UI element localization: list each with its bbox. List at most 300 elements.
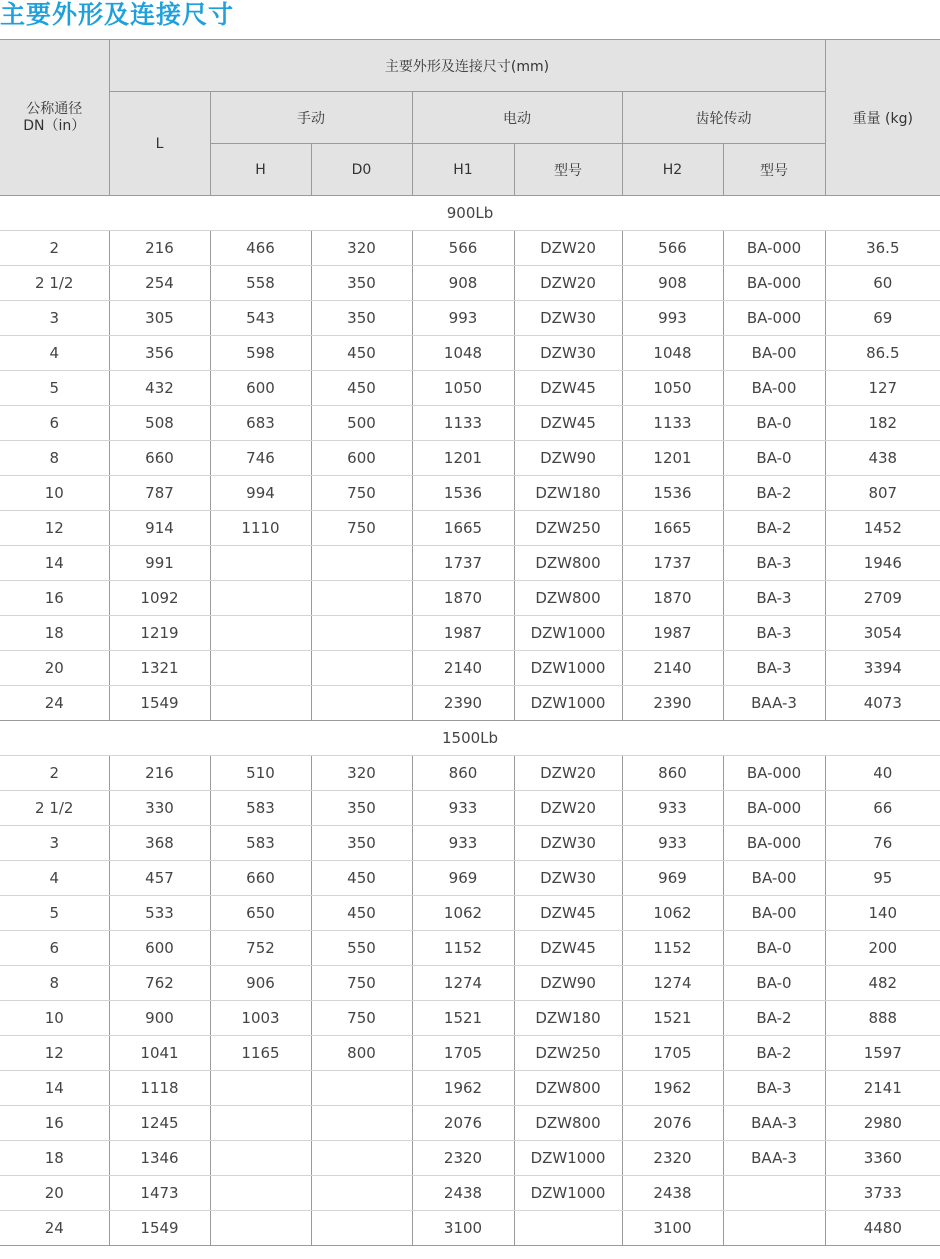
cell-weight: 76: [825, 826, 940, 861]
cell-model-electric: DZW800: [514, 581, 622, 616]
cell-weight: 40: [825, 756, 940, 791]
cell-h1: 933: [412, 826, 514, 861]
header-h2: H2: [622, 144, 723, 196]
cell-h2: 1201: [622, 441, 723, 476]
cell-h2: 1962: [622, 1071, 723, 1106]
cell-model-gear: BA-000: [723, 756, 825, 791]
cell-d0: 350: [311, 791, 412, 826]
cell-h1: 566: [412, 231, 514, 266]
cell-h: 746: [210, 441, 311, 476]
header-h: H: [210, 144, 311, 196]
table-row: [0, 861, 940, 896]
cell-h2: 1536: [622, 476, 723, 511]
cell-h: 683: [210, 406, 311, 441]
cell-l: 305: [109, 301, 210, 336]
cell-model-gear: [723, 1211, 825, 1246]
table-row: [0, 756, 940, 791]
header-electric: 电动: [412, 92, 622, 144]
cell-dn: 2: [0, 231, 109, 266]
cell-d0: 450: [311, 861, 412, 896]
cell-h: [210, 616, 311, 651]
cell-l: 1321: [109, 651, 210, 686]
cell-h: 1110: [210, 511, 311, 546]
cell-h2: 2438: [622, 1176, 723, 1211]
cell-model-gear: BA-000: [723, 791, 825, 826]
table-row: [0, 476, 940, 511]
cell-dn: 4: [0, 861, 109, 896]
cell-model-electric: DZW30: [514, 861, 622, 896]
cell-h: [210, 1176, 311, 1211]
header-model-gear: 型号: [723, 144, 825, 196]
header-weight: 重量 (kg): [825, 40, 940, 196]
table-row: [0, 371, 940, 406]
cell-model-gear: BAA-3: [723, 1141, 825, 1176]
header-dn: [0, 40, 109, 196]
cell-model-electric: DZW180: [514, 1001, 622, 1036]
cell-l: 1549: [109, 1211, 210, 1246]
cell-model-electric: DZW30: [514, 336, 622, 371]
cell-dn: 12: [0, 1036, 109, 1071]
cell-weight: 95: [825, 861, 940, 896]
cell-l: 368: [109, 826, 210, 861]
table-row: [0, 896, 940, 931]
section-label: 900Lb: [0, 196, 940, 231]
cell-h2: 1521: [622, 1001, 723, 1036]
cell-h2: 933: [622, 791, 723, 826]
cell-h: 558: [210, 266, 311, 301]
cell-dn: 5: [0, 896, 109, 931]
cell-h1: 933: [412, 791, 514, 826]
cell-l: 216: [109, 231, 210, 266]
cell-dn: 14: [0, 546, 109, 581]
cell-model-electric: DZW90: [514, 966, 622, 1001]
header-model-electric: 型号: [514, 144, 622, 196]
cell-h2: 1048: [622, 336, 723, 371]
table-row: [0, 931, 940, 966]
cell-h1: 1201: [412, 441, 514, 476]
cell-d0: [311, 1071, 412, 1106]
cell-d0: [311, 1211, 412, 1246]
cell-h: 600: [210, 371, 311, 406]
cell-dn: 2 1/2: [0, 266, 109, 301]
cell-dn: 18: [0, 616, 109, 651]
cell-h: [210, 581, 311, 616]
cell-h: 466: [210, 231, 311, 266]
cell-model-gear: BA-2: [723, 1036, 825, 1071]
cell-weight: 69: [825, 301, 940, 336]
table-row: [0, 1106, 940, 1141]
cell-l: 1549: [109, 686, 210, 721]
cell-weight: 182: [825, 406, 940, 441]
cell-l: 600: [109, 931, 210, 966]
cell-dn: 20: [0, 651, 109, 686]
cell-weight: 66: [825, 791, 940, 826]
cell-model-electric: DZW1000: [514, 1141, 622, 1176]
cell-weight: 2709: [825, 581, 940, 616]
cell-l: 1245: [109, 1106, 210, 1141]
header-l: L: [109, 92, 210, 196]
cell-l: 216: [109, 756, 210, 791]
cell-h1: 1536: [412, 476, 514, 511]
cell-d0: 350: [311, 301, 412, 336]
cell-h: [210, 1211, 311, 1246]
table-row: [0, 826, 940, 861]
cell-weight: 4073: [825, 686, 940, 721]
cell-dn: 4: [0, 336, 109, 371]
cell-weight: 1597: [825, 1036, 940, 1071]
cell-model-electric: DZW20: [514, 231, 622, 266]
cell-model-electric: DZW20: [514, 266, 622, 301]
cell-model-gear: BA-3: [723, 1071, 825, 1106]
cell-model-gear: BA-0: [723, 406, 825, 441]
header-dn-line2: DN（in）: [23, 117, 86, 134]
cell-l: 1118: [109, 1071, 210, 1106]
cell-d0: 800: [311, 1036, 412, 1071]
cell-model-gear: BAA-3: [723, 1106, 825, 1141]
cell-dn: 20: [0, 1176, 109, 1211]
cell-h: [210, 1106, 311, 1141]
cell-h2: 908: [622, 266, 723, 301]
cell-d0: [311, 616, 412, 651]
cell-h1: 1133: [412, 406, 514, 441]
cell-dn: 2: [0, 756, 109, 791]
cell-model-gear: BA-00: [723, 861, 825, 896]
cell-weight: 1946: [825, 546, 940, 581]
cell-model-gear: BA-0: [723, 931, 825, 966]
cell-h: 752: [210, 931, 311, 966]
cell-weight: 3733: [825, 1176, 940, 1211]
cell-h2: 1665: [622, 511, 723, 546]
cell-model-electric: DZW45: [514, 371, 622, 406]
cell-model-gear: BA-0: [723, 441, 825, 476]
table-row: [0, 1176, 940, 1211]
cell-weight: 888: [825, 1001, 940, 1036]
cell-h1: 1705: [412, 1036, 514, 1071]
cell-dn: 12: [0, 511, 109, 546]
cell-h: 906: [210, 966, 311, 1001]
cell-d0: 350: [311, 826, 412, 861]
cell-h1: 2140: [412, 651, 514, 686]
cell-h1: 1152: [412, 931, 514, 966]
cell-model-gear: BA-3: [723, 546, 825, 581]
cell-weight: 140: [825, 896, 940, 931]
cell-d0: 450: [311, 896, 412, 931]
cell-h2: 1705: [622, 1036, 723, 1071]
cell-model-electric: [514, 1211, 622, 1246]
cell-h2: 1062: [622, 896, 723, 931]
header-d0: D0: [311, 144, 412, 196]
cell-weight: 807: [825, 476, 940, 511]
cell-dn: 24: [0, 686, 109, 721]
cell-dn: 16: [0, 581, 109, 616]
header-main-group: 主要外形及连接尺寸(mm): [109, 40, 825, 92]
cell-l: 991: [109, 546, 210, 581]
cell-dn: 8: [0, 966, 109, 1001]
cell-h1: 1050: [412, 371, 514, 406]
cell-d0: [311, 1141, 412, 1176]
cell-d0: [311, 1176, 412, 1211]
cell-l: 533: [109, 896, 210, 931]
cell-h2: 1870: [622, 581, 723, 616]
cell-model-gear: BA-0: [723, 966, 825, 1001]
header-gear: 齿轮传动: [622, 92, 825, 144]
cell-d0: [311, 546, 412, 581]
cell-l: 762: [109, 966, 210, 1001]
cell-model-electric: DZW180: [514, 476, 622, 511]
cell-h: 543: [210, 301, 311, 336]
cell-model-gear: BA-000: [723, 826, 825, 861]
cell-h1: 1665: [412, 511, 514, 546]
cell-model-gear: BA-3: [723, 581, 825, 616]
cell-model-electric: DZW800: [514, 1106, 622, 1141]
table-row: [0, 301, 940, 336]
cell-l: 1041: [109, 1036, 210, 1071]
section-label-row: [0, 196, 940, 231]
cell-model-gear: BA-2: [723, 476, 825, 511]
cell-h2: 993: [622, 301, 723, 336]
cell-h1: 2076: [412, 1106, 514, 1141]
page-title: 主要外形及连接尺寸: [0, 0, 235, 29]
cell-l: 508: [109, 406, 210, 441]
cell-l: 330: [109, 791, 210, 826]
cell-model-gear: BA-2: [723, 1001, 825, 1036]
table-row: [0, 511, 940, 546]
cell-model-electric: DZW1000: [514, 616, 622, 651]
cell-d0: 500: [311, 406, 412, 441]
cell-l: 1092: [109, 581, 210, 616]
cell-h1: 1274: [412, 966, 514, 1001]
cell-model-gear: BA-000: [723, 301, 825, 336]
cell-model-gear: BA-00: [723, 896, 825, 931]
cell-h: 660: [210, 861, 311, 896]
cell-h2: 1133: [622, 406, 723, 441]
cell-h2: 1987: [622, 616, 723, 651]
cell-h2: 969: [622, 861, 723, 896]
cell-l: 1219: [109, 616, 210, 651]
cell-h1: 860: [412, 756, 514, 791]
table-row: [0, 1071, 940, 1106]
cell-d0: [311, 686, 412, 721]
header-h1: H1: [412, 144, 514, 196]
cell-h1: 1521: [412, 1001, 514, 1036]
cell-model-electric: DZW800: [514, 1071, 622, 1106]
cell-d0: 320: [311, 756, 412, 791]
cell-h: 650: [210, 896, 311, 931]
cell-model-electric: DZW800: [514, 546, 622, 581]
cell-h1: 969: [412, 861, 514, 896]
cell-h2: 2390: [622, 686, 723, 721]
section-label-row: [0, 721, 940, 756]
table-row: [0, 616, 940, 651]
cell-model-gear: BA-00: [723, 371, 825, 406]
cell-model-electric: DZW90: [514, 441, 622, 476]
cell-weight: 127: [825, 371, 940, 406]
cell-d0: [311, 1106, 412, 1141]
cell-model-gear: BA-3: [723, 651, 825, 686]
section-label: 1500Lb: [0, 721, 940, 756]
cell-h: 994: [210, 476, 311, 511]
cell-h: 510: [210, 756, 311, 791]
cell-dn: 18: [0, 1141, 109, 1176]
cell-model-electric: DZW45: [514, 406, 622, 441]
cell-dn: 2 1/2: [0, 791, 109, 826]
cell-weight: 3394: [825, 651, 940, 686]
table-row: [0, 966, 940, 1001]
cell-weight: 2141: [825, 1071, 940, 1106]
dimensions-table: [0, 39, 940, 1246]
cell-d0: 750: [311, 476, 412, 511]
header-manual: 手动: [210, 92, 412, 144]
table-row: [0, 266, 940, 301]
cell-weight: 438: [825, 441, 940, 476]
cell-d0: 320: [311, 231, 412, 266]
table-row: [0, 546, 940, 581]
cell-model-electric: DZW250: [514, 1036, 622, 1071]
cell-h2: 1737: [622, 546, 723, 581]
cell-weight: 4480: [825, 1211, 940, 1246]
cell-model-electric: DZW1000: [514, 651, 622, 686]
cell-model-electric: DZW45: [514, 931, 622, 966]
cell-dn: 6: [0, 931, 109, 966]
cell-h2: 1274: [622, 966, 723, 1001]
cell-model-gear: BA-2: [723, 511, 825, 546]
cell-h1: 1062: [412, 896, 514, 931]
cell-h1: 908: [412, 266, 514, 301]
section-900lb: [0, 196, 940, 721]
cell-h1: 1048: [412, 336, 514, 371]
cell-model-gear: [723, 1176, 825, 1211]
cell-dn: 10: [0, 1001, 109, 1036]
cell-h1: 993: [412, 301, 514, 336]
cell-h: 583: [210, 826, 311, 861]
table-row: [0, 1141, 940, 1176]
cell-l: 254: [109, 266, 210, 301]
cell-weight: 86.5: [825, 336, 940, 371]
table-row: [0, 1211, 940, 1246]
cell-h: 598: [210, 336, 311, 371]
cell-weight: 3360: [825, 1141, 940, 1176]
header-dn-line1: 公称通径: [26, 100, 83, 117]
cell-h: 583: [210, 791, 311, 826]
cell-weight: 200: [825, 931, 940, 966]
cell-h2: 2076: [622, 1106, 723, 1141]
cell-h1: 2320: [412, 1141, 514, 1176]
cell-model-electric: DZW20: [514, 791, 622, 826]
cell-l: 1346: [109, 1141, 210, 1176]
cell-h: [210, 1141, 311, 1176]
cell-d0: 450: [311, 336, 412, 371]
cell-model-electric: DZW250: [514, 511, 622, 546]
cell-h: [210, 1071, 311, 1106]
cell-weight: 36.5: [825, 231, 940, 266]
table-row: [0, 791, 940, 826]
table-row: [0, 1001, 940, 1036]
cell-l: 1473: [109, 1176, 210, 1211]
cell-model-electric: DZW45: [514, 896, 622, 931]
cell-dn: 3: [0, 301, 109, 336]
cell-h2: 3100: [622, 1211, 723, 1246]
cell-dn: 14: [0, 1071, 109, 1106]
cell-h1: 1987: [412, 616, 514, 651]
cell-h1: 3100: [412, 1211, 514, 1246]
table-row: [0, 581, 940, 616]
table-row: [0, 336, 940, 371]
cell-weight: 482: [825, 966, 940, 1001]
cell-l: 457: [109, 861, 210, 896]
cell-h1: 1870: [412, 581, 514, 616]
cell-model-electric: DZW20: [514, 756, 622, 791]
section-1500lb: [0, 721, 940, 1246]
cell-d0: 450: [311, 371, 412, 406]
cell-h1: 2438: [412, 1176, 514, 1211]
cell-dn: 16: [0, 1106, 109, 1141]
cell-d0: 750: [311, 1001, 412, 1036]
cell-model-electric: DZW1000: [514, 1176, 622, 1211]
table-header: [0, 40, 940, 196]
cell-l: 432: [109, 371, 210, 406]
table-row: [0, 651, 940, 686]
cell-h: [210, 546, 311, 581]
cell-weight: 2980: [825, 1106, 940, 1141]
cell-h2: 933: [622, 826, 723, 861]
cell-d0: 600: [311, 441, 412, 476]
cell-h: 1165: [210, 1036, 311, 1071]
cell-h2: 1050: [622, 371, 723, 406]
table-row: [0, 441, 940, 476]
table-row: [0, 406, 940, 441]
table-row: [0, 1036, 940, 1071]
cell-model-electric: DZW30: [514, 826, 622, 861]
cell-h2: 860: [622, 756, 723, 791]
cell-d0: [311, 581, 412, 616]
cell-dn: 5: [0, 371, 109, 406]
cell-h1: 1962: [412, 1071, 514, 1106]
cell-d0: 350: [311, 266, 412, 301]
cell-model-gear: BAA-3: [723, 686, 825, 721]
cell-d0: 750: [311, 966, 412, 1001]
cell-l: 900: [109, 1001, 210, 1036]
cell-weight: 1452: [825, 511, 940, 546]
table-row: [0, 686, 940, 721]
cell-d0: [311, 651, 412, 686]
cell-model-electric: DZW1000: [514, 686, 622, 721]
cell-dn: 24: [0, 1211, 109, 1246]
cell-h: [210, 651, 311, 686]
cell-l: 660: [109, 441, 210, 476]
cell-d0: 550: [311, 931, 412, 966]
cell-h2: 566: [622, 231, 723, 266]
cell-h2: 2140: [622, 651, 723, 686]
cell-d0: 750: [311, 511, 412, 546]
cell-dn: 8: [0, 441, 109, 476]
cell-l: 914: [109, 511, 210, 546]
cell-h2: 1152: [622, 931, 723, 966]
cell-h: [210, 686, 311, 721]
table-row: [0, 231, 940, 266]
cell-l: 787: [109, 476, 210, 511]
cell-model-gear: BA-3: [723, 616, 825, 651]
cell-weight: 3054: [825, 616, 940, 651]
cell-model-gear: BA-00: [723, 336, 825, 371]
cell-weight: 60: [825, 266, 940, 301]
cell-dn: 10: [0, 476, 109, 511]
cell-h1: 1737: [412, 546, 514, 581]
cell-dn: 6: [0, 406, 109, 441]
cell-h2: 2320: [622, 1141, 723, 1176]
cell-h1: 2390: [412, 686, 514, 721]
cell-h: 1003: [210, 1001, 311, 1036]
cell-model-gear: BA-000: [723, 266, 825, 301]
